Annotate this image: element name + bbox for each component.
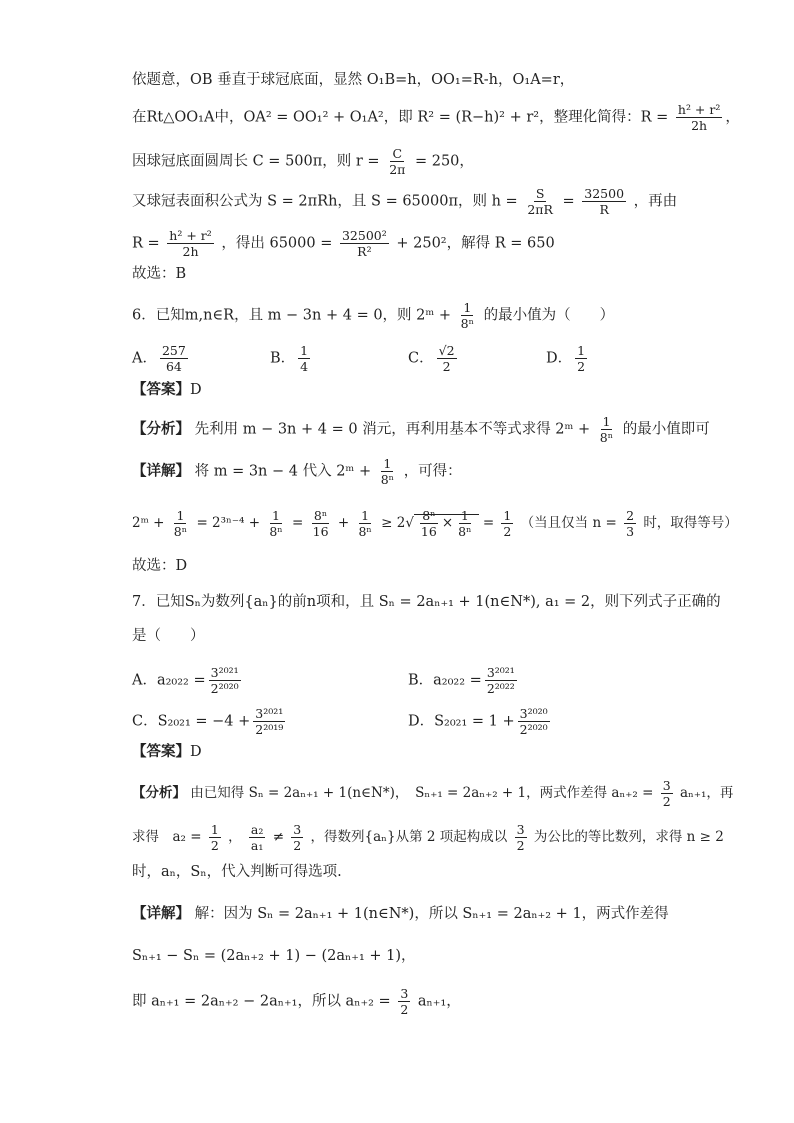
text: 又球冠表面积公式为 S = 2πRh，且 S = 65000π，则 h = — [132, 193, 518, 210]
text-line: 故选：B — [132, 266, 187, 282]
formula-line: 即 aₙ₊₁ = 2aₙ₊₂ − 2aₙ₊₁，所以 aₙ₊₂ = $\frac{3}{2}$ aₙ₊₁， — [132, 986, 461, 1017]
text: = 250， — [414, 153, 474, 170]
option-c: C． $\frac{√2}{2}$ — [408, 343, 455, 374]
text-line: 故选：D — [132, 558, 188, 574]
analysis-tag: 【分析】 — [132, 420, 190, 438]
text: 6．已知m,n∈R，且 m − 3n + 4 = 0，则 2ᵐ + — [132, 307, 452, 324]
answer-tag: 【答案】 — [132, 381, 190, 398]
formula-line — [132, 186, 677, 217]
fraction: $\frac{\text{32500²}}{\text{R²}}$ — [341, 228, 387, 259]
question-7: 7．已知Sₙ为数列{aₙ}的前n项和，且 Sₙ = 2aₙ₊₁ + 1(n∈N*), a₁ = 2，则下列式子正确的 — [132, 594, 721, 610]
fraction: $\frac{\text{h² + r²}}{2h}$ — [169, 228, 212, 259]
option-d: D． $\frac{1}{2}$ — [546, 343, 586, 374]
text-line: 依题意，OB 垂直于球冠底面，显然 O₁B=h，OO₁=R-h，O₁A=r， — [132, 72, 575, 88]
analysis-tag: 【分析】 — [132, 785, 186, 801]
analysis-line: 【分析】 由已知得 Sₙ = 2aₙ₊₁ + 1(n∈N*)， Sₙ₊₁ = 2aₙ₊₂ + 1，两式作差得 aₙ₊₂ = $\frac{3}{2}$ aₙ₊₁，再 — [132, 778, 734, 809]
fraction: $\frac{1}{\text{8ⁿ}}$ — [460, 300, 475, 331]
analysis-line: 求得 a₂ = $\frac{1}{2}$ ， $\frac{\text{a₂}}{\text{a₁}}$ ≠ $\frac{3}{2}$ ，得数列{aₙ}从第 2 项起构成以 $\frac{3}{2}$ 为公比的等比数列，求得 n ≥ 2 — [132, 822, 724, 853]
fraction: $\frac{S}{2\pi R}$ — [527, 186, 553, 217]
formula-line: 2ᵐ + $\frac{1}{\text{8ⁿ}}$ = 2³ⁿ⁻⁴ + $\frac{1}{\text{8ⁿ}}$ = $\frac{\text{8ⁿ}}{16}$ + $\frac{1}{\text{8ⁿ}}$ ≥ 2√ $\frac{\text{8ⁿ}}{16}$ × $\frac{1}{\text{8ⁿ}}$ = $\frac{1}{2}$ （当且仅当 n = $\frac{2}{3}$ 时，取得等号） — [132, 508, 738, 539]
text: R = — [132, 235, 160, 252]
fraction: $\frac{\text{h² + r²}}{2h}$ — [677, 102, 721, 133]
answer-line: 【答案】D — [132, 381, 202, 398]
formula-line — [132, 146, 474, 177]
option-a: A． $\frac{257}{64}$ — [132, 343, 186, 374]
text: ，再由 — [633, 193, 678, 210]
detail-line: 【详解】 解：因为 Sₙ = 2aₙ₊₁ + 1(n∈N*)，所以 Sₙ₊₁ = 2aₙ₊₂ + 1，两式作差得 — [132, 905, 669, 922]
option-d: D．S₂₀₂₁ = 1 + $\frac{\text{3²⁰²⁰}}{\text{2²⁰²⁰}}$ — [408, 706, 548, 737]
formula-line: Sₙ₊₁ − Sₙ = (2aₙ₊₂ + 1) − (2aₙ₊₁ + 1)， — [132, 948, 416, 964]
detail-tag: 【详解】 — [132, 905, 190, 922]
option-a: A．a₂₀₂₂ = $\frac{\text{3²⁰²¹}}{\text{2²⁰²⁰}}$ — [132, 665, 239, 696]
question-6 — [132, 300, 614, 331]
detail-line: 【详解】 将 m = 3n − 4 代入 2ᵐ + $\frac{1}{\text{8ⁿ}}$ ，可得： — [132, 456, 462, 487]
detail-tag: 【详解】 — [132, 462, 190, 480]
answer-line: 【答案】D — [132, 743, 202, 760]
text: ，得出 65000 = — [221, 235, 333, 252]
formula-line — [132, 228, 555, 259]
formula-line: 在Rt△OO₁A中，OA² = OO₁² + O₁A²，即 R² = (R−h)² + r²，整理化简得：R = $\frac{\text{h² + r²}}{2h}$ ， — [132, 102, 740, 133]
text: 因球冠底面圆周长 C = 500π，则 r = — [132, 153, 380, 170]
option-b: B． $\frac{1}{4}$ — [270, 343, 309, 374]
text: 的最小值为（ ） — [483, 307, 615, 324]
option-c: C．S₂₀₂₁ = −4 + $\frac{\text{3²⁰²¹}}{\text{2²⁰¹⁹}}$ — [132, 706, 284, 737]
text: = — [562, 193, 575, 210]
fraction: $\frac{C}{2\pi}$ — [389, 146, 406, 177]
option-b: B．a₂₀₂₂ = $\frac{\text{3²⁰²¹}}{\text{2²⁰²²}}$ — [408, 665, 515, 696]
analysis-line: 【分析】 先利用 m − 3n + 4 = 0 消元，再利用基本不等式求得 2ᵐ + $\frac{1}{\text{8ⁿ}}$ 的最小值即可 — [132, 414, 710, 445]
text: 在Rt△OO₁A中，OA² = OO₁² + O₁A²，即 R² = (R−h)² + r²，整理化简得：R = — [132, 109, 669, 126]
analysis-line: 时，aₙ，Sₙ，代入判断可得选项. — [132, 864, 342, 880]
answer-tag: 【答案】 — [132, 743, 190, 760]
question-7-cont: 是（ ） — [132, 628, 205, 644]
text: + 250²，解得 R = 650 — [396, 235, 555, 252]
fraction: $\frac{32500}{R}$ — [584, 186, 625, 217]
